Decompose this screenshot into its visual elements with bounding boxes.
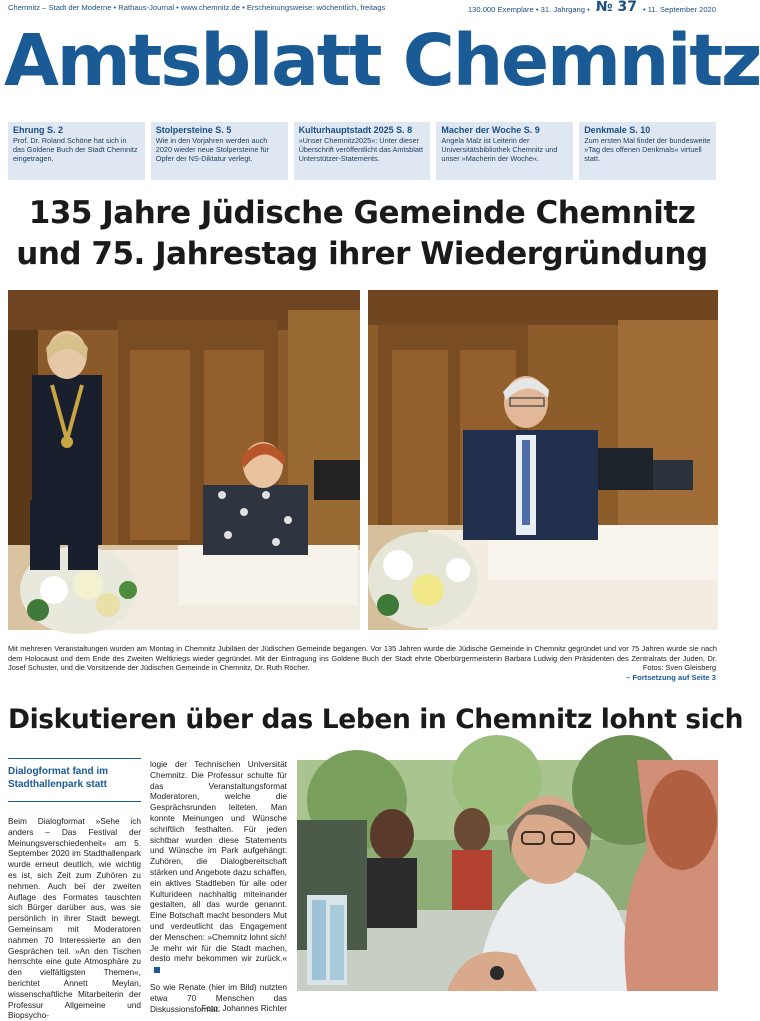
teaser-title: Kulturhauptstadt 2025 S. 8 [298,125,413,135]
lead-headline [8,193,716,275]
article-subheadline: Dialogformat fand im Stadthallenpark statt [8,758,141,802]
teaser-title: Stolpersteine S. 5 [155,125,232,135]
article-column-2 [150,759,287,1014]
issue-number: № 37 [595,0,637,15]
issue-info [467,0,716,15]
article-column-1 [8,758,141,1021]
top-info-line [8,0,716,15]
photo-golden-book-signing-1 [8,290,360,630]
lead-headline-line2: und 75. Jahrestag ihrer Wiedergründung [16,236,708,272]
end-mark-icon [154,967,160,973]
second-headline: Diskutieren über das Leben in Chemnitz lohnt sich [8,704,744,735]
teaser-honour[interactable] [8,122,145,180]
teaser-text: Wie in den Vorjahren werden auch 2020 wieder neue Stolpersteine für Opfer der NS-Diktatur verlegt. [155,136,269,163]
teaser-title: Ehrung S. 2 [13,125,64,135]
teaser-text: Angela Malz ist Leiterin der Universitätsbibliothek Chemnitz und unser »Macherin der Woche«. [441,136,558,163]
publisher-info: Chemnitz – Stadt der Moderne • Rathaus-Journal • www.chemnitz.de • Erscheinungsweise: wöchentlich, freitags [8,3,386,12]
teaser-title: Macher der Woche S. 9 [441,125,540,135]
photo-golden-book-signing-2 [368,290,718,630]
masthead-title: Amtsblatt Chemnitz [4,19,760,102]
photo-dialogue-festival [297,760,718,991]
teaser-text: »Unser Chemnitz2025«: Unter dieser Überschrift veröffentlicht das Amtsblatt Unterstützer-Statements. [298,136,423,163]
teaser-text: Prof. Dr. Roland Schöne hat sich in das Goldene Buch der Stadt Chemnitz eingetragen. [13,136,138,163]
photo-credit: Fotos: Sven Gleisberg [642,663,716,672]
photo-caption: Mit mehreren Veranstaltungen wurden am Montag in Chemnitz Jubiläen der Jüdischen Gemeinde begangen. Vor 135 Jahren wurde die Jüdische Gemeinde in Chemnitz gegründet und vor 75 Jahren wurde sie nach dem Holocaust und dem Ende des Zweiten Weltkriegs wieder gegründet. Mit der Eintragung ins Goldene Buch der Stadt ehrte Oberbürgermeisterin Barbara Ludwig den Präsidenten des Zentralrats der Juden, Dr. Josef Schuster, und die Vorsitzende der Jüdischen Gemeinde in Chemnitz, Dr. Ruth Röcher. [8,644,717,673]
teaser-text: Zum ersten Mal findet der bundesweite »Tag des offenen Denkmals« virtuell statt. [584,136,711,163]
lead-headline-line1: 135 Jahre Jüdische Gemeinde Chemnitz [28,195,696,231]
photo-caption-2-text: So wie Renate (hier im Bild) nutzten etwa 70 Menschen das Diskussionsformat. [150,981,287,1014]
article-text-col1: Beim Dialogformat »Sehe ich anders – Das Festival der Meinungsverschiedenheit« am 5. September 2020 im Stadthallenpark wurde erneut deutlich, wie wichtig es ist, sich Zeit zum Zuhören zu nehmen. Auch bei der zweiten Auflage des Formates tauschten sich Bürger darüber aus, was sie persönlich in ihrer Stadt bewegt. Gemeinsam mit Moderatoren nahmen 70 Interessierte an den Gesprächen teil. »An den Tischen herrschte eine gute Atmosphäre zu den vielfältigsten Themen«, berichtet Annett Meylan, wissenschaftliche Mitarbeiterin der Professur Allgemeine und Biopsycho- [8,816,141,1021]
issue-date: • 11. September 2020 [642,4,716,14]
teaser-maker-of-the-week[interactable] [436,122,573,180]
teaser-bar [8,122,716,180]
photo-credit-2: Foto: Johannes Richter [201,1003,287,1014]
continued-link[interactable]: – Fortsetzung auf Seite 3 [626,673,716,682]
teaser-title: Denkmale S. 10 [584,125,651,135]
circulation-info: 130.000 Exemplare • 31. Jahrgang • [467,4,590,14]
teaser-stolpersteine[interactable] [151,122,288,180]
teaser-capital-of-culture[interactable] [294,122,431,180]
teaser-monuments[interactable] [579,122,716,180]
article-text-col2: logie der Technischen Universität Chemnitz. Die Professur schulte für das Veranstaltungsformat Moderatoren, welche die Gesprächsrunden leiteten. Man konnte Meinungen und Wünsche schriftlich festhalten. Für jeden sichtbar wurden diese Statements und Wünsche im Park aufgehängt: Zuhören, die Dialogbereitschaft stärken und Angebote dazu schaffen, ein aktives Stadtleben für alle oder Kulturideen nachhaltig miteinander gestalten, all das wurde genannt. Eine Botschaft macht besonders Mut und verdeutlicht das Engagement der Menschen: »Chemnitz lohnt sich! Je mehr wir für die Stadt machen, desto mehr bekommen wir zurück.« [150,759,287,964]
